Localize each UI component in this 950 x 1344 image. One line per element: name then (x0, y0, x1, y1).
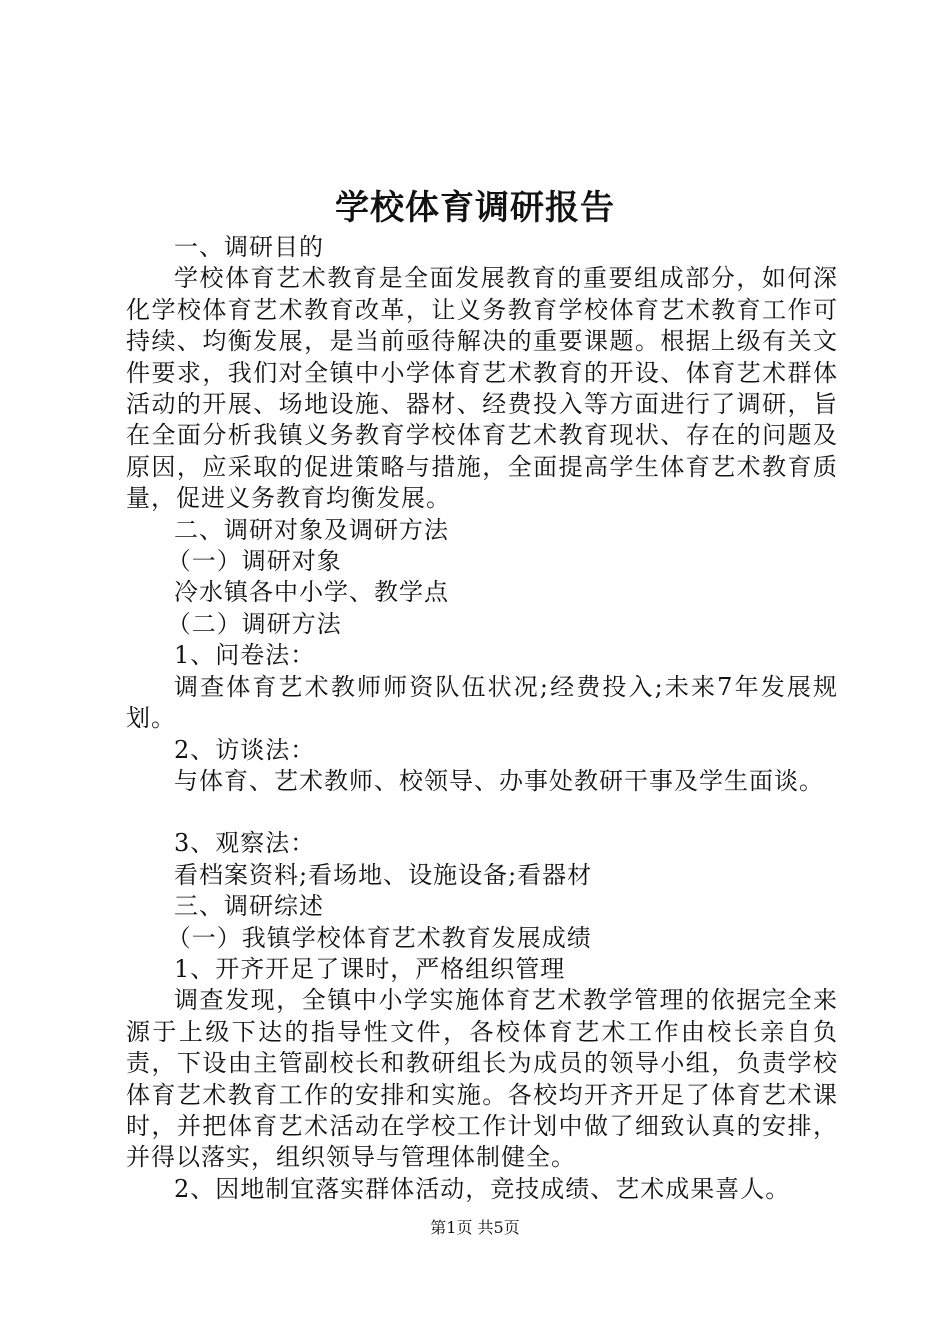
subsection-heading: （一）调研对象 (166, 547, 342, 576)
body-paragraph: 冷水镇各中小学、教学点 (174, 578, 449, 607)
list-item-heading: 2、访谈法： (174, 735, 316, 764)
section-heading: 二、调研对象及调研方法 (174, 515, 449, 544)
body-paragraph: 看档案资料;看场地、设施设备;看器材 (174, 860, 593, 889)
body-paragraph: 调查发现，全镇中小学实施体育艺术教学管理的依据完全来源于上级下达的指导性文件，各校体育艺术工作由校长亲自负责，下设由主管副校长和教研组长为成员的领导小组，负责学校体育艺术教育工作的安排和实施。各校均开齐开足了体育艺术课时，并把体育艺术活动在学校工作计划中做了细致认真的安排，并得以落实，组织领导与管理体制健全。 (126, 986, 838, 1172)
blank-line (126, 797, 838, 828)
section-heading: 三、调研综述 (174, 892, 324, 921)
list-item-heading: 2、因地制宜落实群体活动，竞技成绩、艺术成果喜人。 (174, 1174, 791, 1203)
list-item-heading: 1、问卷法： (174, 641, 316, 670)
document-title: 学校体育调研报告 (335, 188, 615, 228)
list-item-heading: 3、观察法： (174, 829, 316, 858)
page-number-footer: 第1页 共5页 (430, 1218, 520, 1237)
list-item-heading: 1、开齐开足了课时，严格组织管理 (174, 954, 566, 983)
section-heading: 一、调研目的 (174, 233, 324, 261)
subsection-heading: （二）调研方法 (166, 609, 342, 638)
body-paragraph: 调查体育艺术教师师资队伍状况;经费投入;未来7年发展规划。 (126, 672, 838, 733)
document-body (126, 232, 838, 1205)
subsection-heading: （一）我镇学校体育艺术教育发展成绩 (166, 923, 592, 952)
body-paragraph: 与体育、艺术教师、校领导、办事处教研干事及学生面谈。 (174, 766, 824, 795)
body-paragraph: 学校体育艺术教育是全面发展教育的重要组成部分，如何深化学校体育艺术教育改革，让义务教育学校体育艺术教育工作可持续、均衡发展，是当前亟待解决的重要课题。根据上级有关文件要求，我们对全镇中小学体育艺术教育的开设、体育艺术群体活动的开展、场地设施、器材、经费投入等方面进行了调研，旨在全面分析我镇义务教育学校体育艺术教育现状、存在的问题及原因，应采取的促进策略与措施，全面提高学生体育艺术教育质量，促进义务教育均衡发展。 (126, 264, 838, 513)
